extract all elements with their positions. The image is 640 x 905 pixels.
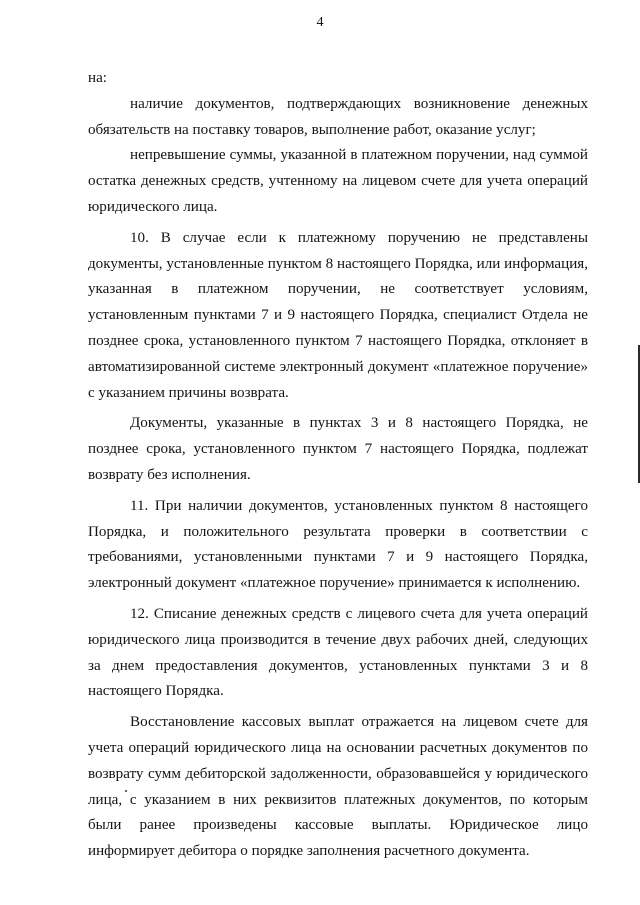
paragraph-sum-not-exceeding: непревышение суммы, указанной в платежном поручении, над суммой остатка денежных средств, учтенному на лицевом счете для учета операций юридического лица.: [88, 147, 588, 215]
paragraph-item-11: 11. При наличии документов, установленных пунктом 8 настоящего Порядка, и положительного результата проверки в соответствии с требованиями, установленными пунктами 7 и 9 настоящего Порядка, электронный документ «платежное поручение» принимается к исполнению.: [88, 497, 588, 592]
scan-speck: [125, 790, 127, 792]
paragraph-item-12: 12. Списание денежных средств с лицевого счета для учета операций юридического лица производится в течение двух рабочих дней, следующих за днем предоставления документов, установленных пунктами 3 и 8 настоящего Порядка.: [88, 605, 588, 700]
paragraph-item-10: 10. В случае если к платежному поручению не представлены документы, установленные пунктом 8 настоящего Порядка, или информация, указанная в платежном поручении, не соответствует условиям, установленным пунктами 7 и 9 настоящего Порядка, специалист Отдела не позднее срока, установленного пунктом 7 настоящего Порядка, отклоняет в автоматизированной системе электронный документ «платежное поручение» с указанием причины возврата.: [88, 229, 588, 401]
paragraph-continuation: на:: [88, 70, 107, 86]
paragraph-documents-return: Документы, указанные в пунктах 3 и 8 настоящего Порядка, не позднее срока, установленного пунктом 7 настоящего Порядка, подлежат возврату без исполнения.: [88, 415, 588, 483]
paragraph-documents-presence: наличие документов, подтверждающих возникновение денежных обязательств на поставку товаров, выполнение работ, оказание услуг;: [88, 95, 588, 138]
paragraph-payments-restoration: Восстановление кассовых выплат отражается на лицевом счете для учета операций юридического лица на основании расчетных документов по возврату сумм дебиторской задолженности, образовавшейся у юридического лица, с указанием в них реквизитов платежных документов, по которым были ранее произведены кассовые выплаты. Юридическое лицо информирует дебитора о порядке заполнения расчетного документа.: [88, 714, 588, 860]
page-number: 4: [316, 15, 324, 30]
document-body: [88, 66, 588, 865]
